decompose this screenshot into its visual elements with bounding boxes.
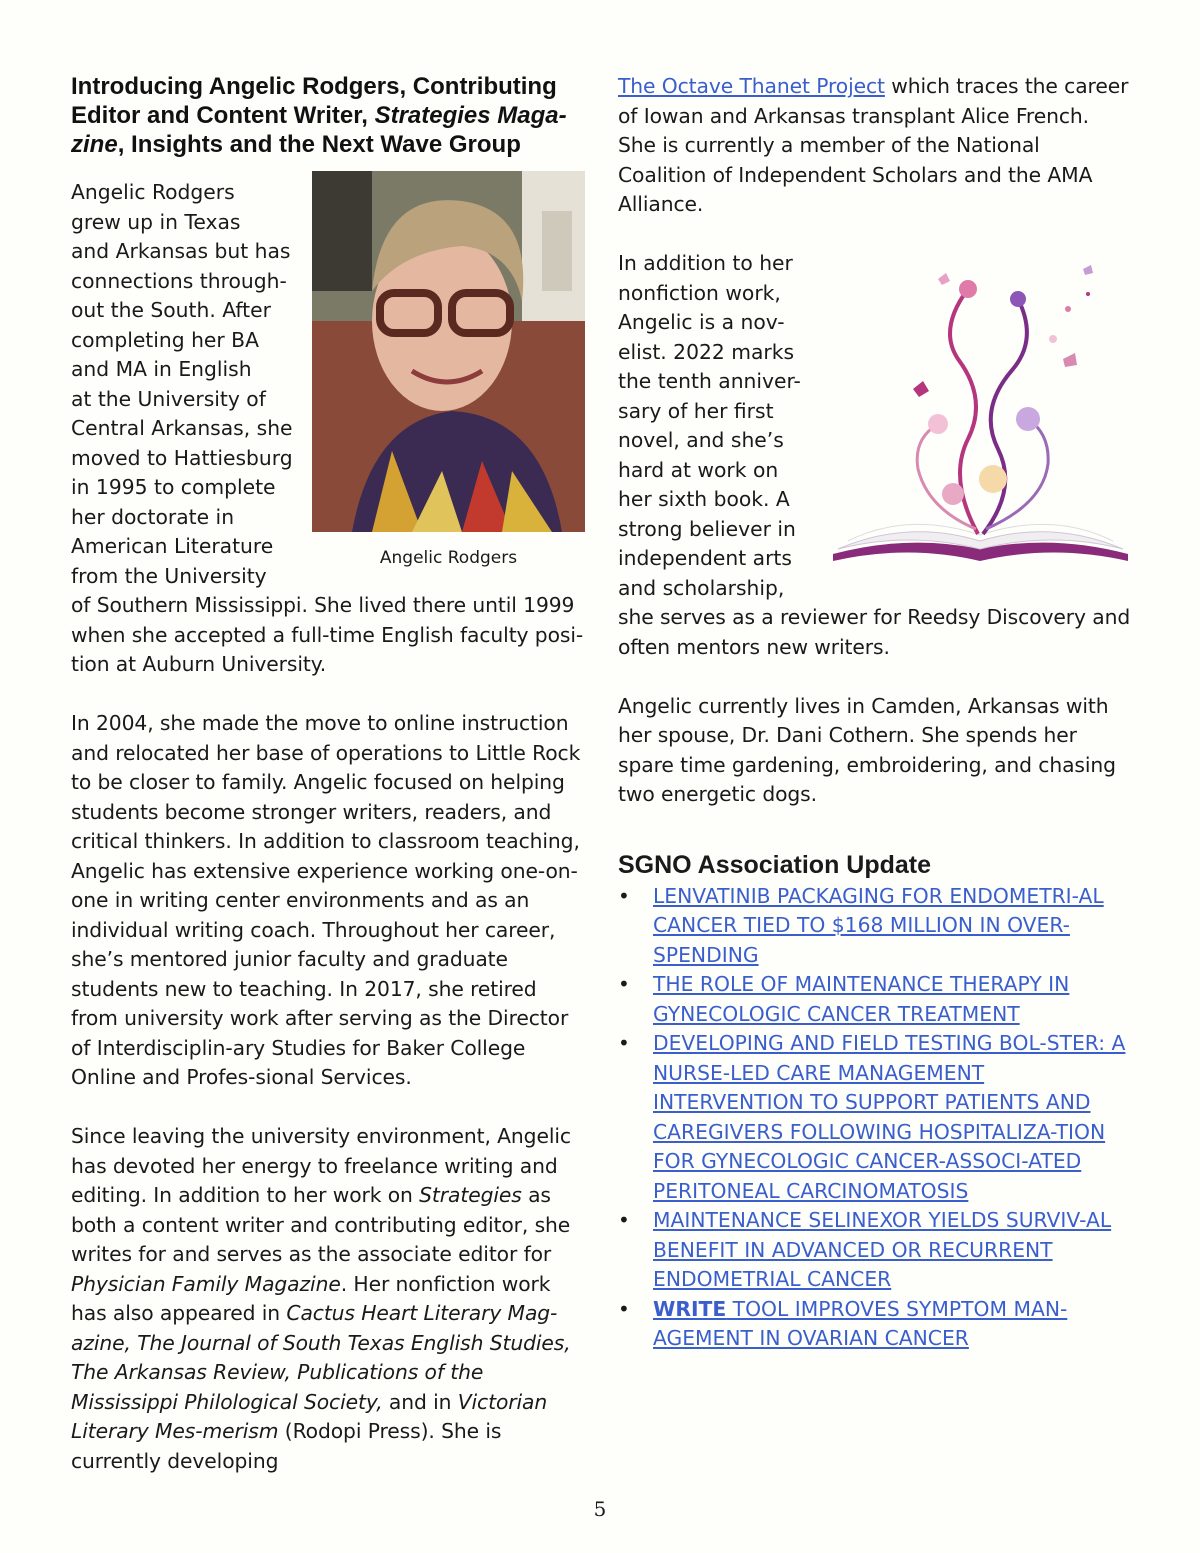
sgno-news-link[interactable]: [653, 1297, 1067, 1351]
novel-line: elist. 2022 marks: [618, 339, 795, 364]
home-paragraph: Angelic currently lives in Camden, Arkansas with her spouse, Dr. Dani Cothern. She spends her spare time gardening, embroidering, and chasing two energetic dogs.: [618, 693, 1116, 806]
news-link-text: DEVELOPING AND FIELD TESTING BOL-STER: A NURSE-LED CARE MANAGEMENT INTERVENTION TO SUPPORT PATIENTS AND CAREGIVERS FOLLOWING HOSPITALIZA-TION FOR GYNECOLOGIC CANCER-ASSOCI-ATED PERITONEAL CARCINOMATOSIS: [653, 1031, 1126, 1203]
bullet-icon: •: [618, 972, 630, 996]
novel-line: nonfiction work,: [618, 280, 781, 305]
portrait-image: [312, 171, 585, 532]
novel-line: the tenth anniver-: [618, 369, 801, 393]
paragraph-2: In 2004, she made the move to online instruction and relocated her base of operations to Little Rock to be closer to family. Angelic focused on helping students become stronger writers, readers, and critical thinkers. In addition to classroom teaching, Angelic has extensive experience working one-on-one in writing center environments and as an individual writing coach. Throughout her career, she’s mentored junior faculty and graduate students new to teaching. In 2017, she retired from university work after serving as the Director of Interdisciplin-ary Studies for Baker College Online and Profes-sional Services.: [71, 711, 581, 1089]
novel-line: and scholarship,: [618, 575, 785, 600]
right-column: [618, 72, 1133, 1354]
intro-line: at the University of: [71, 386, 266, 411]
book-flourish-illustration: [828, 249, 1133, 569]
sgno-news-list: [618, 882, 1133, 1354]
intro-block: [71, 178, 586, 591]
news-link-text: THE ROLE OF MAINTENANCE THERAPY IN GYNECOLOGIC CANCER TREATMENT: [653, 972, 1070, 1026]
news-link-text: TOOL IMPROVES SYMPTOM MAN-AGEMENT IN OVARIAN CANCER: [653, 1296, 1068, 1350]
novel-line: her sixth book. A: [618, 487, 790, 511]
bullet-icon: •: [618, 883, 630, 908]
octave-thanet-link[interactable]: The Octave Thanet Project: [618, 74, 885, 98]
bullet-icon: •: [618, 1296, 630, 1321]
novel-block: [618, 249, 1133, 603]
bullet-icon: •: [618, 1031, 630, 1055]
intro-line: her doctorate in: [71, 504, 235, 529]
sgno-news-link[interactable]: [653, 1031, 1125, 1203]
novel-line: In addition to her: [618, 251, 793, 275]
sgno-news-link[interactable]: [653, 1208, 1111, 1291]
article-heading: Introducing Angelic Rodgers, Contributing Editor and Content Writer, Strategies Maga-zine, Insights and the Next Wave Group: [71, 73, 567, 158]
novel-line: hard at work on: [618, 457, 779, 482]
novel-line: independent arts: [618, 546, 792, 570]
novel-line: strong believer in: [618, 516, 796, 541]
intro-line: moved to Hattiesburg: [71, 445, 293, 470]
sgno-news-link[interactable]: [653, 884, 1104, 967]
photo-caption: Angelic Rodgers: [379, 548, 518, 568]
sgno-news-item: [618, 1206, 1133, 1295]
page-number: 5: [593, 1497, 607, 1521]
left-column: [71, 72, 586, 1476]
bullet-icon: •: [618, 1208, 630, 1232]
intro-line: Central Arkansas, she: [71, 416, 293, 440]
news-link-bold: WRITE: [653, 1296, 727, 1321]
novel-line: sary of her first: [618, 398, 774, 423]
sgno-news-item: [618, 1295, 1133, 1354]
intro-line: Angelic Rodgers: [71, 180, 235, 204]
sgno-heading: SGNO Association Update: [618, 850, 932, 879]
intro-line: connections through-: [71, 268, 287, 293]
right-paragraph-1: The Octave Thanet Project which traces the career of Iowan and Arkansas transplant Alice French. She is currently a member of the National Coalition of Independent Scholars and the AMA Alliance.: [618, 74, 1129, 216]
news-link-text: MAINTENANCE SELINEXOR YIELDS SURVIV-AL BENEFIT IN ADVANCED OR RECURRENT ENDOMETRIAL CANCER: [653, 1208, 1112, 1291]
sgno-news-item: [618, 882, 1133, 971]
author-photo: [312, 171, 585, 532]
intro-line: and MA in English: [71, 357, 252, 381]
intro-line: American Literature: [71, 534, 274, 558]
intro-line: completing her BA: [71, 327, 259, 352]
novel-line: novel, and she’s: [618, 428, 784, 452]
sgno-news-item: [618, 970, 1133, 1029]
open-book-flourish-image: [828, 249, 1133, 569]
sgno-news-item: [618, 1029, 1133, 1206]
sgno-news-link[interactable]: [653, 972, 1069, 1026]
novel-paragraph-rest: she serves as a reviewer for Reedsy Discovery and often mentors new writers.: [618, 605, 1131, 659]
paragraph-3: Since leaving the university environment, Angelic has devoted her energy to freelance writing and editing. In addition to her work on Strategies as both a content writer and contributing editor, she writes for and serves as the associate editor for Physician Family Magazine. Her nonfiction work has also appeared in Cactus Heart Literary Mag-azine, The Journal of South Texas English Studies, The Arkansas Review, Publications of the Mississippi Philological Society, and in Victorian Literary Mes-merism (Rodopi Press). She is currently developing: [71, 1124, 571, 1473]
intro-line: in 1995 to complete: [71, 475, 276, 499]
paragraph-1-rest: of Southern Mississippi. She lived there until 1999 when she accepted a full-time English faculty posi-tion at Auburn University.: [71, 593, 584, 676]
novel-line: Angelic is a nov-: [618, 310, 785, 334]
intro-line: out the South. After: [71, 298, 271, 322]
news-link-text: LENVATINIB PACKAGING FOR ENDOMETRI-AL CANCER TIED TO $168 MILLION IN OVER-SPENDING: [653, 883, 1104, 967]
intro-line: grew up in Texas: [71, 209, 241, 234]
intro-line: from the University: [71, 563, 267, 588]
intro-line: and Arkansas but has: [71, 239, 291, 263]
